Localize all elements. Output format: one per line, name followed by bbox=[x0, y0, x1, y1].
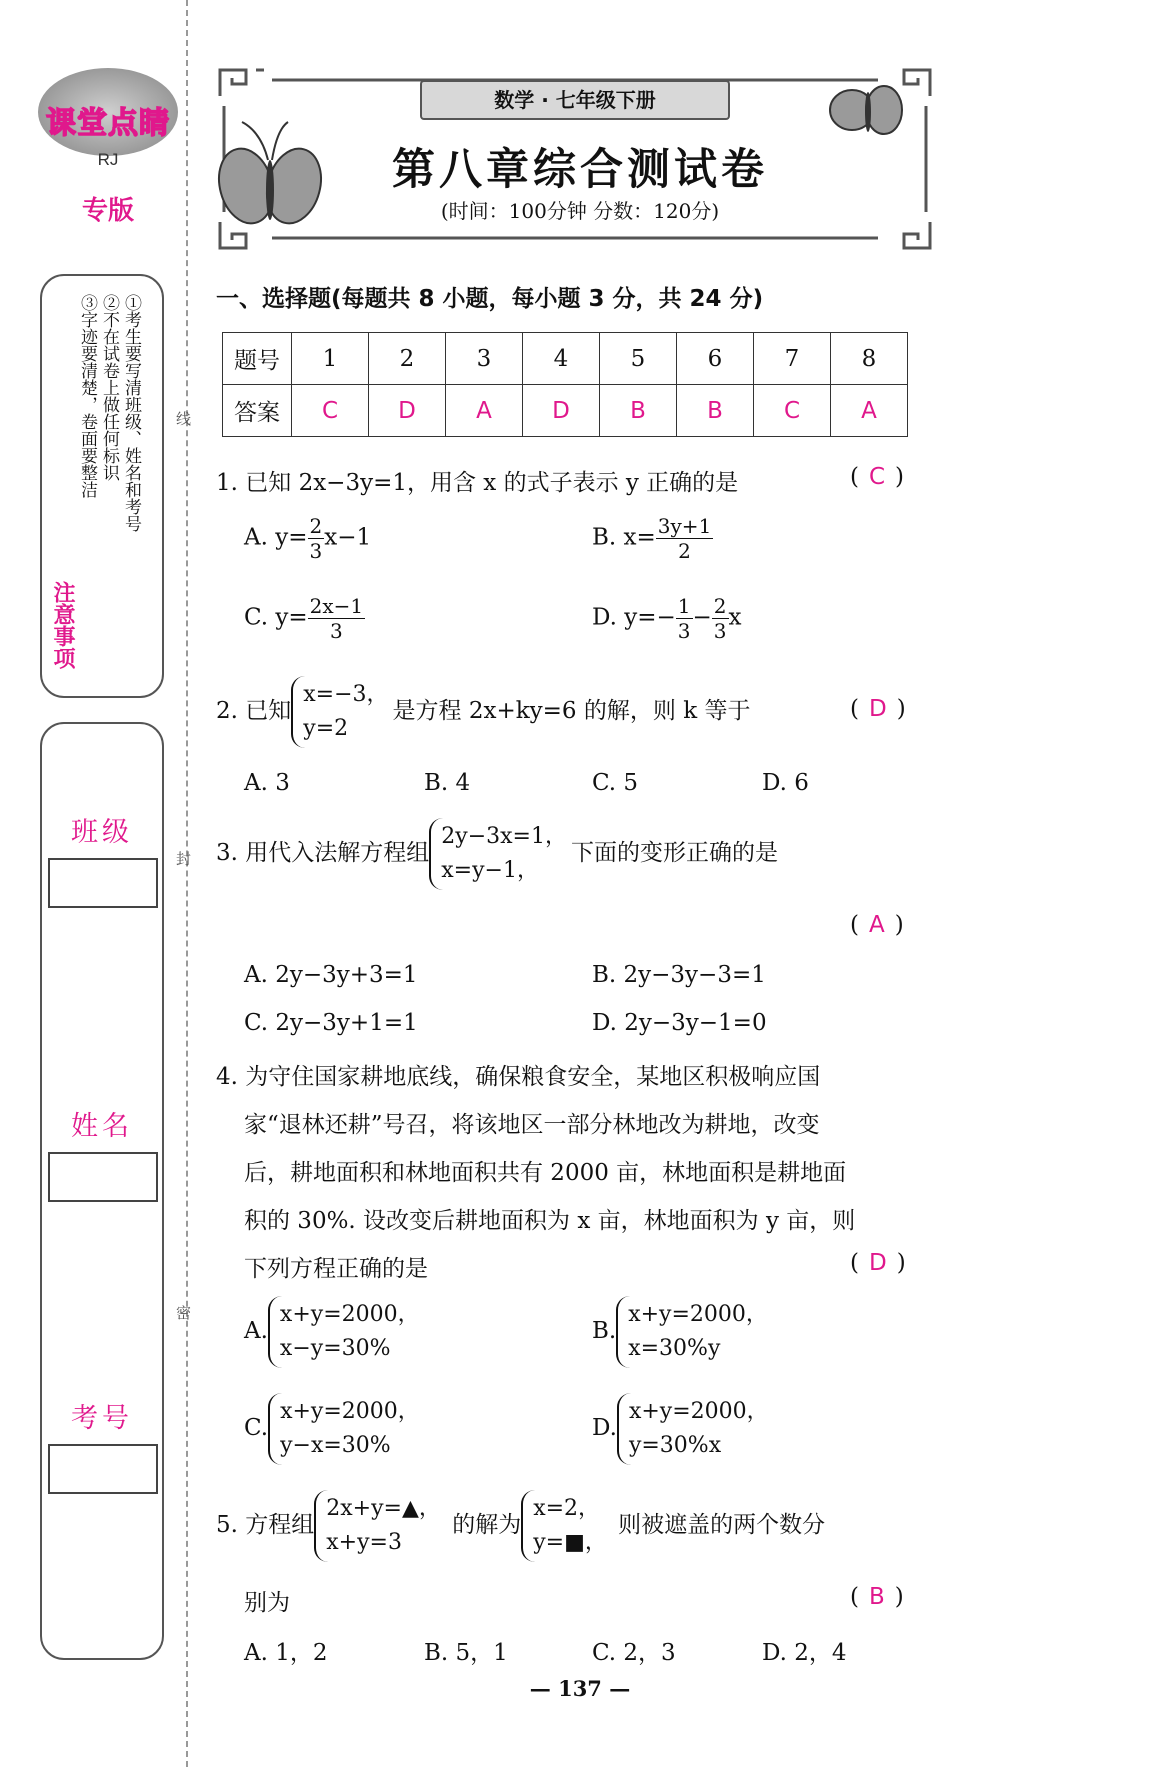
cut-mark-seal: 封 bbox=[176, 850, 192, 868]
question-4-line: 下列方程正确的是 bbox=[244, 1256, 428, 1282]
q4-option-a: A. x+y=2000， x−y=30% bbox=[244, 1296, 424, 1368]
answer-cell: D bbox=[523, 385, 600, 437]
answer-cell: B bbox=[600, 385, 677, 437]
q2-option-b: B. 4 bbox=[424, 770, 471, 796]
question-4-line: 积的 30%. 设改变后耕地面积为 x 亩，林地面积为 y 亩，则 bbox=[244, 1208, 856, 1234]
page-number: — 137 — bbox=[529, 1676, 631, 1701]
question-5-answer: ( B ) bbox=[850, 1584, 904, 1610]
butterfly-left-icon bbox=[216, 122, 329, 229]
q3-option-a: A. 2y−3y+3=1 bbox=[244, 962, 418, 988]
question-3-stem: 3. 用代入法解方程组 2y−3x=1， x=y−1， 下面的变形正确的是 bbox=[216, 818, 778, 890]
table-header-q: 题号 bbox=[223, 333, 292, 385]
q4-option-b: B. x+y=2000， x=30%y bbox=[592, 1296, 772, 1368]
q3-option-d: D. 2y−3y−1=0 bbox=[592, 1010, 767, 1036]
q1-option-d: D. y=− $\frac{1}{3}$ − $\frac{2}{3}$ x bbox=[592, 594, 742, 643]
answer-cell: A bbox=[446, 385, 523, 437]
q3-option-c: C. 2y−3y+1=1 bbox=[244, 1010, 418, 1036]
question-1-answer: ( C ) bbox=[850, 464, 905, 490]
table-cell: 5 bbox=[600, 333, 677, 385]
brand-name: 课堂点睛 bbox=[46, 106, 170, 141]
q4-option-c: C. x+y=2000， y−x=30% bbox=[244, 1393, 424, 1465]
table-cell: 1 bbox=[292, 333, 369, 385]
q5-option-a: A. 1，2 bbox=[244, 1640, 328, 1666]
table-cell: 6 bbox=[677, 333, 754, 385]
q1-option-a: A. y= $\frac{2}{3}$ x−1 bbox=[244, 514, 372, 563]
q5-option-b: B. 5，1 bbox=[424, 1640, 508, 1666]
question-2-answer: ( D ) bbox=[850, 696, 906, 722]
answer-cell: C bbox=[754, 385, 831, 437]
q5-option-c: C. 2，3 bbox=[592, 1640, 676, 1666]
brand-version: RJ bbox=[97, 150, 119, 169]
q2-option-c: C. 5 bbox=[592, 770, 639, 796]
q2-option-a: A. 3 bbox=[244, 770, 290, 796]
question-4-line: 家“退林还耕”号召，将该地区一部分林地改为耕地，改变 bbox=[244, 1112, 820, 1138]
notice-item-1: ①考生要写清班级、姓名和考号 bbox=[121, 294, 141, 532]
answer-cell: D bbox=[369, 385, 446, 437]
q1-option-b: B. x= $\frac{3y+1}{2}$ bbox=[592, 514, 712, 563]
id-field[interactable] bbox=[48, 1444, 158, 1494]
question-5-line2: 别为 bbox=[244, 1590, 290, 1616]
notice-title: 注意事项 bbox=[50, 581, 76, 669]
question-4-line: 后，耕地面积和林地面积共有 2000 亩，林地面积是耕地面 bbox=[244, 1160, 847, 1186]
notice-item-2: ②不在试卷上做任何标识 bbox=[99, 294, 119, 481]
answer-cell: A bbox=[831, 385, 908, 437]
cut-mark-secret: 密 bbox=[176, 1304, 192, 1322]
q1-option-c: C. y= $\frac{2x-1}{3}$ bbox=[244, 594, 364, 643]
question-4-answer: ( D ) bbox=[850, 1250, 906, 1276]
table-row-answers bbox=[223, 385, 908, 437]
q4-option-d: D. x+y=2000， y=30%x bbox=[592, 1393, 773, 1465]
student-info-panel bbox=[40, 722, 164, 1660]
answer-cell: B bbox=[677, 385, 754, 437]
question-2-stem: 2. 已知 x=−3， y=2 是方程 2x+ky=6 的解，则 k 等于 bbox=[216, 676, 750, 748]
table-header-a: 答案 bbox=[223, 385, 292, 437]
brand-edition: 专版 bbox=[81, 196, 134, 226]
class-field[interactable] bbox=[48, 858, 158, 908]
table-cell: 3 bbox=[446, 333, 523, 385]
question-4-line: 4. 为守住国家耕地底线，确保粮食安全，某地区积极响应国 bbox=[216, 1064, 821, 1090]
cut-mark-line: 线 bbox=[176, 410, 192, 428]
q3-option-b: B. 2y−3y−3=1 bbox=[592, 962, 766, 988]
answer-table bbox=[222, 332, 908, 437]
answer-cell: C bbox=[292, 385, 369, 437]
name-field[interactable] bbox=[48, 1152, 158, 1202]
q2-option-d: D. 6 bbox=[762, 770, 809, 796]
table-row-numbers bbox=[223, 333, 908, 385]
table-cell: 2 bbox=[369, 333, 446, 385]
class-label: 班级 bbox=[71, 817, 133, 848]
cut-line bbox=[186, 0, 188, 1767]
table-cell: 8 bbox=[831, 333, 908, 385]
question-5-stem: 5. 方程组 2x+y=▲， x+y=3 的解为 x=2， y=■， 则被遮盖的两个数分 bbox=[216, 1490, 825, 1562]
question-1-stem: 1. 已知 2x−3y=1，用含 x 的式子表示 y 正确的是 bbox=[216, 470, 739, 496]
book-subtitle: 数学 · 七年级下册 bbox=[420, 80, 730, 120]
table-cell: 4 bbox=[523, 333, 600, 385]
notice-panel bbox=[40, 274, 164, 698]
id-label: 考号 bbox=[71, 1403, 133, 1434]
question-3-answer: ( A ) bbox=[850, 912, 904, 938]
name-label: 姓名 bbox=[71, 1111, 133, 1142]
q5-option-d: D. 2，4 bbox=[762, 1640, 847, 1666]
table-cell: 7 bbox=[754, 333, 831, 385]
page-title: 第八章综合测试卷 bbox=[392, 145, 768, 195]
time-score: (时间：100分钟 分数：120分) bbox=[440, 199, 720, 223]
butterfly-right-icon bbox=[830, 86, 902, 134]
section-title: 一、选择题(每题共 8 小题，每小题 3 分，共 24 分) bbox=[216, 286, 764, 312]
notice-item-3: ③字迹要清楚，卷面要整洁 bbox=[77, 294, 97, 498]
